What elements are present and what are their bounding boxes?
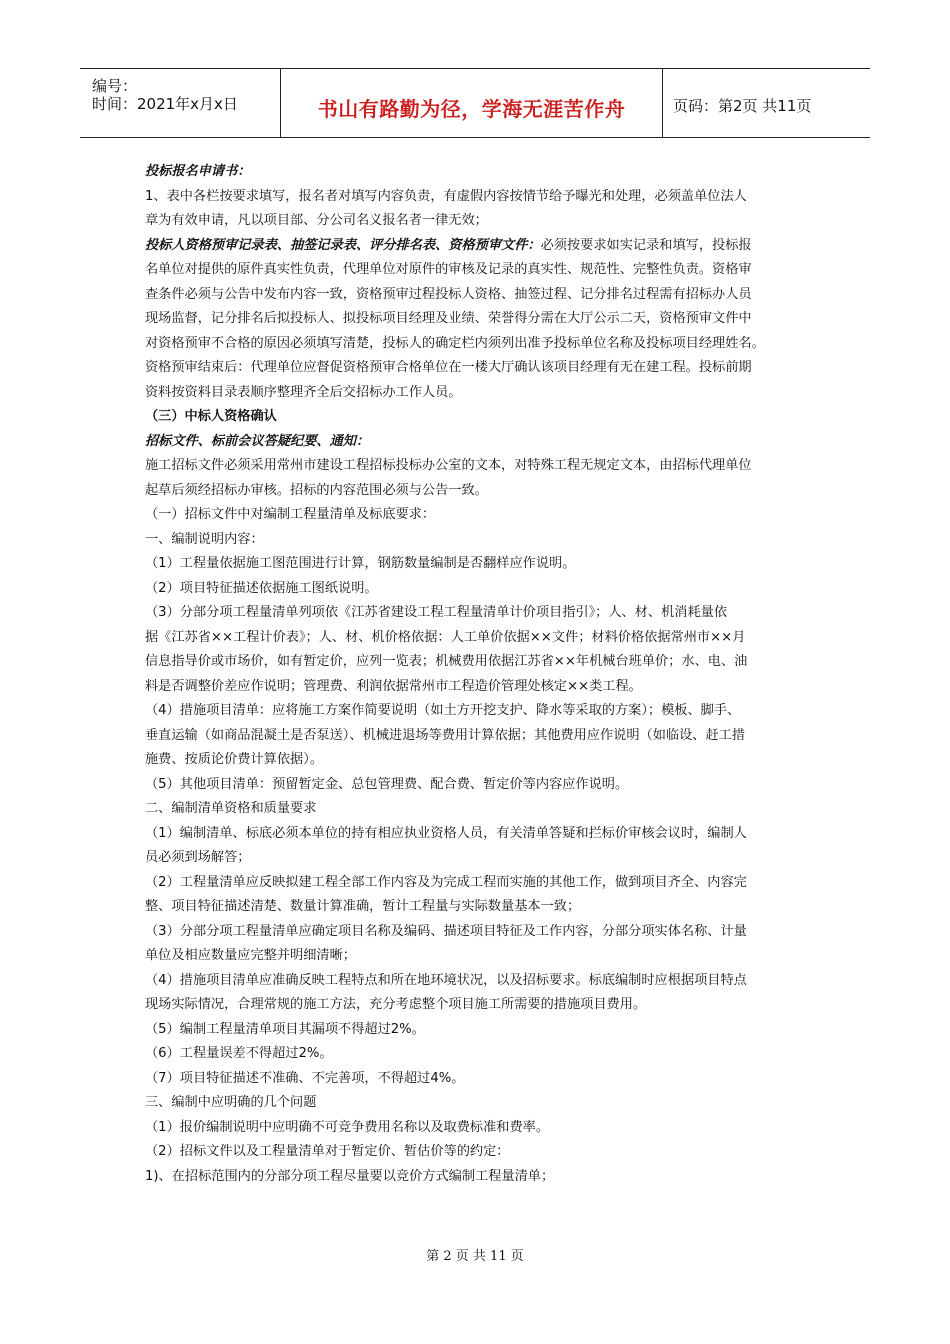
line-text: 招标文件、标前会议答疑纪要、通知： xyxy=(145,433,370,449)
line-text: 资料按资料目录表顺序整理齐全后交招标办工作人员。 xyxy=(145,384,462,400)
text-line xyxy=(145,699,815,724)
line-text: 料是否调整价差应作说明；管理费、利润依据常州市工程造价管理处核定××类工程。 xyxy=(145,678,642,694)
text-line xyxy=(145,1165,815,1190)
text-line xyxy=(145,969,815,994)
line-text: 1)、在招标范围内的分部分项工程尽量要以竞价方式编制工程量清单； xyxy=(145,1168,555,1184)
header-info-cell xyxy=(80,69,281,137)
line-text: （2）项目特征描述依据施工图纸说明。 xyxy=(145,580,378,596)
text-line xyxy=(145,724,815,749)
emphasis-heading: 投标人资格预审记录表、抽签记录表、评分排名表、资格预审文件： xyxy=(145,237,541,253)
line-text: 现场实际情况，合理常规的施工方法，充分考虑整个项目施工所需要的措施项目费用。 xyxy=(145,997,647,1012)
text-line xyxy=(145,895,815,920)
text-line xyxy=(145,577,815,602)
document-number-label: 编号： xyxy=(92,77,138,95)
line-text: 一、编制说明内容： xyxy=(145,531,264,547)
text-line xyxy=(145,503,815,528)
text-line xyxy=(145,748,815,773)
text-line xyxy=(145,1091,815,1116)
text-line xyxy=(145,1140,815,1165)
text-line xyxy=(145,1042,815,1067)
line-text: 投标报名申请书： xyxy=(145,164,251,179)
line-text: 整、项目特征描述清楚、数量计算准确，暂计工程量与实际数量基本一致； xyxy=(145,899,581,914)
text-line xyxy=(145,846,815,871)
line-text: 起草后须经招标办审核。招标的内容范围必须与公告一致。 xyxy=(145,482,488,498)
text-line xyxy=(145,797,815,822)
text-line xyxy=(145,160,815,185)
line-text: 员必须到场解答； xyxy=(145,850,251,865)
text-line xyxy=(145,381,815,406)
header-page-cell xyxy=(663,69,870,137)
text-line xyxy=(145,920,815,945)
text-line xyxy=(145,430,815,455)
line-text: 据《江苏省××工程计价表》；人、材、机价格依据：人工单价依据××文件；材料价格依据常州市××月 xyxy=(145,629,746,645)
line-text: 三、编制中应明确的几个问题 xyxy=(145,1095,317,1110)
line-text: 资格预审结束后：代理单位应督促资格预审合格单位在一楼大厅确认该项目经理有无在建工程。投标前期 xyxy=(145,360,752,375)
text-line xyxy=(145,601,815,626)
line-text: （6）工程量误差不得超过2%。 xyxy=(145,1046,333,1061)
text-line xyxy=(145,822,815,847)
page-header xyxy=(80,68,870,138)
line-text: 对资格预审不合格的原因必须填写清楚，投标人的确定栏内须列出准予投标单位名称及投标项目经理姓名。 xyxy=(145,335,765,351)
header-motto-cell xyxy=(281,69,663,137)
text-line xyxy=(145,528,815,553)
document-body xyxy=(145,160,815,1189)
line-text: （3）分部分项工程量清单应确定项目名称及编码、描述项目特征及工作内容，分部分项实体名称、计量 xyxy=(145,923,747,939)
text-line xyxy=(145,454,815,479)
header-page-number: 页码：第2页 共11页 xyxy=(673,97,812,115)
line-text: 必须按要求如实记录和填写，投标报 xyxy=(540,237,752,253)
page-footer: 第 2 页 共 11 页 xyxy=(426,1249,524,1264)
line-text: 1、表中各栏按要求填写，报名者对填写内容负责，有虚假内容按情节给予曝光和处理，必须盖单位法人 xyxy=(145,188,747,204)
line-text: 查条件必须与公告中发布内容一致，资格预审过程投标人资格、抽签过程、记分排名过程需有招标办人员 xyxy=(145,286,752,302)
text-line xyxy=(145,234,815,259)
text-line xyxy=(145,1116,815,1141)
line-text: （5）其他项目清单：预留暂定金、总包管理费、配合费、暂定价等内容应作说明。 xyxy=(145,776,629,792)
text-line xyxy=(145,185,815,210)
line-text: （5）编制工程量清单项目其漏项不得超过2%。 xyxy=(145,1021,425,1037)
text-line xyxy=(145,871,815,896)
header-motto: 书山有路勤为径，学海无涯苦作舟 xyxy=(317,97,626,121)
line-text: （2）工程量清单应反映拟建工程全部工作内容及为完成工程而实施的其他工作，做到项目齐全、内容完 xyxy=(145,874,747,890)
line-text: 垂直运输（如商品混凝土是否泵送）、机械进退场等费用计算依据；其他费用应作说明（如临设、赶工措 xyxy=(145,727,746,743)
text-line xyxy=(145,944,815,969)
line-text: 章为有效申请，凡以项目部、分公司名义报名者一律无效； xyxy=(145,213,488,228)
text-line xyxy=(145,626,815,651)
text-line xyxy=(145,675,815,700)
text-line xyxy=(145,650,815,675)
line-text: （7）项目特征描述不准确、不完善项，不得超过4%。 xyxy=(145,1070,465,1086)
line-text: （一）招标文件中对编制工程量清单及标底要求： xyxy=(145,507,436,522)
document-time-label: 时间：2021年x月x日 xyxy=(92,95,238,113)
text-line xyxy=(145,993,815,1018)
text-line xyxy=(145,1067,815,1092)
line-text: （4）措施项目清单应准确反映工程特点和所在地环境状况，以及招标要求。标底编制时应根据项目特点 xyxy=(145,972,747,988)
line-text: （三）中标人资格确认 xyxy=(145,409,277,424)
line-text: （2）招标文件以及工程量清单对于暂定价、暂估价等的约定： xyxy=(145,1144,510,1159)
line-text: （1）报价编制说明中应明确不可竞争费用名称以及取费标准和费率。 xyxy=(145,1119,550,1135)
text-line xyxy=(145,258,815,283)
text-line xyxy=(145,283,815,308)
line-text: 施费、按质论价费计算依据）。 xyxy=(145,752,324,767)
line-text: 单位及相应数量应完整并明细清晰； xyxy=(145,948,356,963)
line-text: 信息指导价或市场价，如有暂定价，应列一览表；机械费用依据江苏省××年机械台班单价；水、电、油 xyxy=(145,654,748,669)
text-line xyxy=(145,332,815,357)
line-text: 现场监督，记分排名后拟投标人、拟投标项目经理及业绩、荣誉得分需在大厅公示二天，资格预审文件中 xyxy=(145,311,752,326)
line-text: 二、编制清单资格和质量要求 xyxy=(145,801,317,816)
line-text: （1）编制清单、标底必须本单位的持有相应执业资格人员，有关清单答疑和拦标价审核会议时，编制人 xyxy=(145,825,747,841)
text-line xyxy=(145,1018,815,1043)
text-line xyxy=(145,307,815,332)
line-text: （3）分部分项工程量清单列项依《江苏省建设工程工程量清单计价项目指引》；人、材、机消耗量依 xyxy=(145,605,728,620)
text-line xyxy=(145,209,815,234)
text-line xyxy=(145,773,815,798)
line-text: （4）措施项目清单：应将施工方案作简要说明（如土方开挖支护、降水等采取的方案）；模板、脚手、 xyxy=(145,703,741,718)
line-text: （1）工程量依据施工图范围进行计算，钢筋数量编制是否翻样应作说明。 xyxy=(145,556,576,571)
text-line xyxy=(145,479,815,504)
text-line xyxy=(145,356,815,381)
line-text: 名单位对提供的原件真实性负责，代理单位对原件的审核及记录的真实性、规范性、完整性负责。资格审 xyxy=(145,262,752,277)
text-line xyxy=(145,405,815,430)
text-line xyxy=(145,552,815,577)
line-text: 施工招标文件必须采用常州市建设工程招标投标办公室的文本，对特殊工程无规定文本，由招标代理单位 xyxy=(145,458,752,473)
